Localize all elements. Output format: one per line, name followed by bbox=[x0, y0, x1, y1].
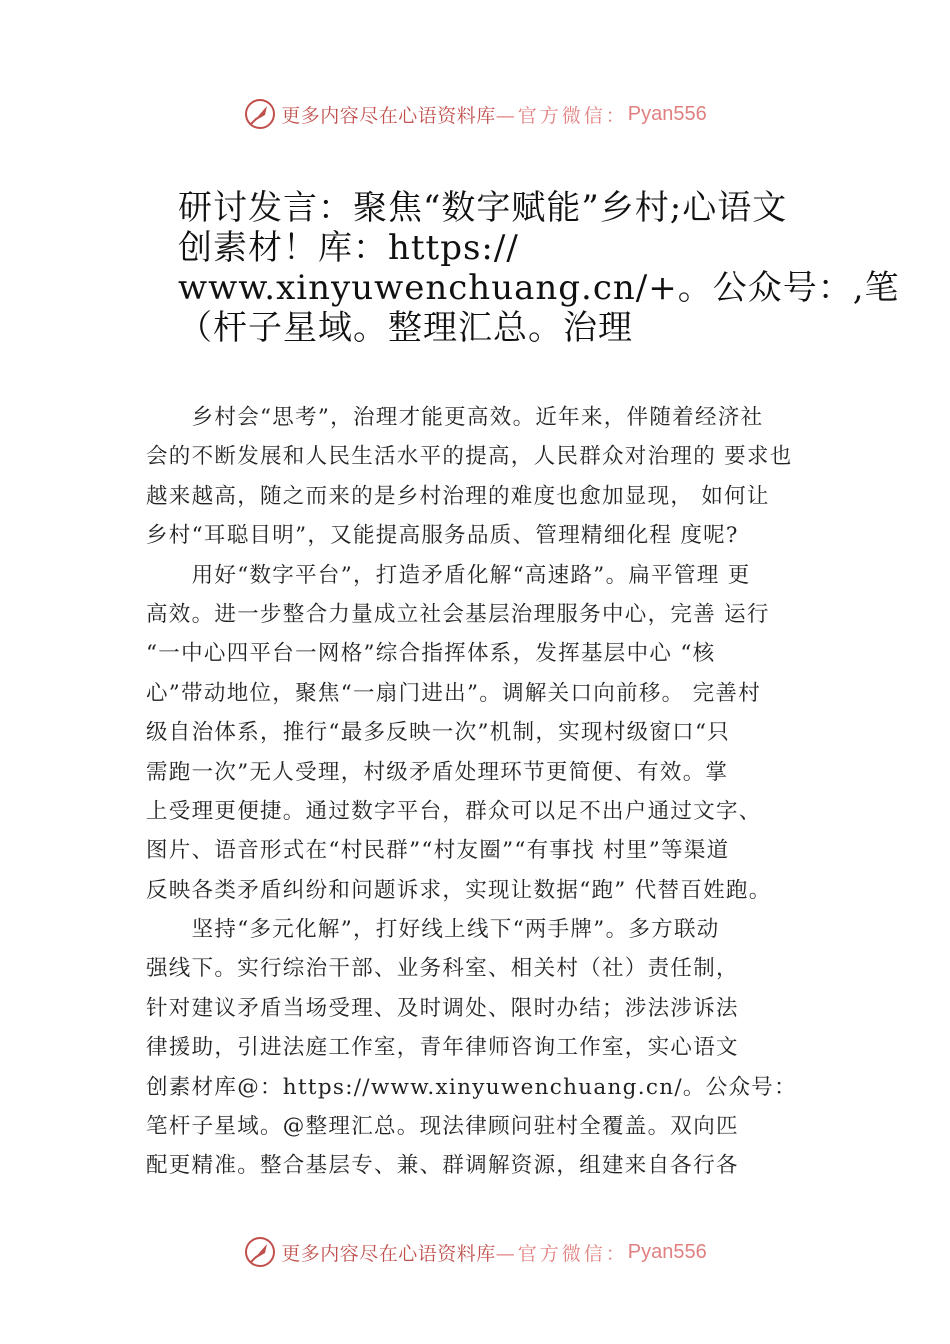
body-line: 上受理更便捷。通过数字平台，群众可以足不出户通过文字、 bbox=[146, 798, 762, 824]
body-line: 图片、语音形式在“村民群”“村友圈”“有事找 村里”等渠道 bbox=[146, 838, 730, 864]
body-line: 高效。进一步整合力量成立社会基层治理服务中心，完善 运行 bbox=[146, 601, 770, 627]
title-line: www.xinyuwenchuang.cn/+。公众号：,笔 bbox=[178, 268, 900, 308]
quill-logo-icon bbox=[243, 1235, 277, 1269]
body-line: 律援助，引进法庭工作室，青年律师咨询工作室，实心语文 bbox=[146, 1035, 739, 1061]
banner-wechat-id: Pyan556 bbox=[627, 102, 707, 125]
banner-main-text: 更多内容尽在心语资料库 bbox=[281, 104, 496, 127]
title-line: 研讨发言：聚焦“数字赋能”乡村;心语文 bbox=[178, 188, 788, 228]
banner-main-text: 更多内容尽在心语资料库 bbox=[281, 1242, 496, 1265]
banner-wechat-id: Pyan556 bbox=[627, 1240, 707, 1263]
body-line: 针对建议矛盾当场受理、及时调处、限时办结；涉法涉诉法 bbox=[146, 995, 739, 1021]
quill-logo-icon bbox=[243, 97, 277, 131]
body-line: 需跑一次”无人受理，村级矛盾处理环节更简便、有效。掌 bbox=[146, 759, 729, 785]
body-line: 越来越高，随之而来的是乡村治理的难度也愈加显现， 如何让 bbox=[146, 483, 770, 509]
body-line: 笔杆子星域。@整理汇总。现法律顾问驻村全覆盖。双向匹 bbox=[146, 1114, 739, 1140]
body-line: “一中心四平台一网格”综合指挥体系，发挥基层中心 “核 bbox=[146, 641, 716, 667]
body-line: 配更精准。整合基层专、兼、群调解资源，组建来自各行各 bbox=[146, 1153, 739, 1179]
body-line: 级自治体系，推行“最多反映一次”机制，实现村级窗口“只 bbox=[146, 720, 731, 746]
body-line: 反映各类矛盾纠纷和问题诉求，实现让数据“跑” 代替百姓跑。 bbox=[146, 877, 772, 903]
header-banner bbox=[0, 94, 950, 134]
banner-wechat-label: —官方微信： bbox=[495, 1242, 628, 1265]
body-line: 乡村会“思考”，治理才能更高效。近年来，伴随着经济社 bbox=[146, 405, 764, 430]
body-line: 心”带动地位，聚焦“一扇门进出”。调解关口向前移。 完善村 bbox=[146, 680, 762, 706]
body-line: 强线下。实行综治干部、业务科室、相关村（社）责任制， bbox=[146, 956, 739, 982]
title-line: （杆子星域。整理汇总。治理 bbox=[178, 308, 633, 348]
banner-wechat-label: —官方微信： bbox=[495, 104, 628, 127]
body-line: 坚持“多元化解”，打好线上线下“两手牌”。多方联动 bbox=[146, 917, 720, 943]
body-line: 乡村“耳聪目明”，又能提高服务品质、管理精细化程 度呢? bbox=[146, 523, 739, 549]
document-title bbox=[178, 188, 900, 348]
body-line: 用好“数字平台”，打造矛盾化解“高速路”。扁平管理 更 bbox=[146, 562, 751, 588]
document-body bbox=[146, 398, 836, 1186]
title-line: 创素材！库：https:// bbox=[178, 228, 519, 268]
body-line: 会的不断发展和人民生活水平的提高，人民群众对治理的 要求也 bbox=[146, 444, 793, 470]
body-line: 创素材库@：https://www.xinyuwenchuang.cn/。公众号： bbox=[146, 1074, 797, 1100]
footer-banner bbox=[0, 1232, 950, 1272]
